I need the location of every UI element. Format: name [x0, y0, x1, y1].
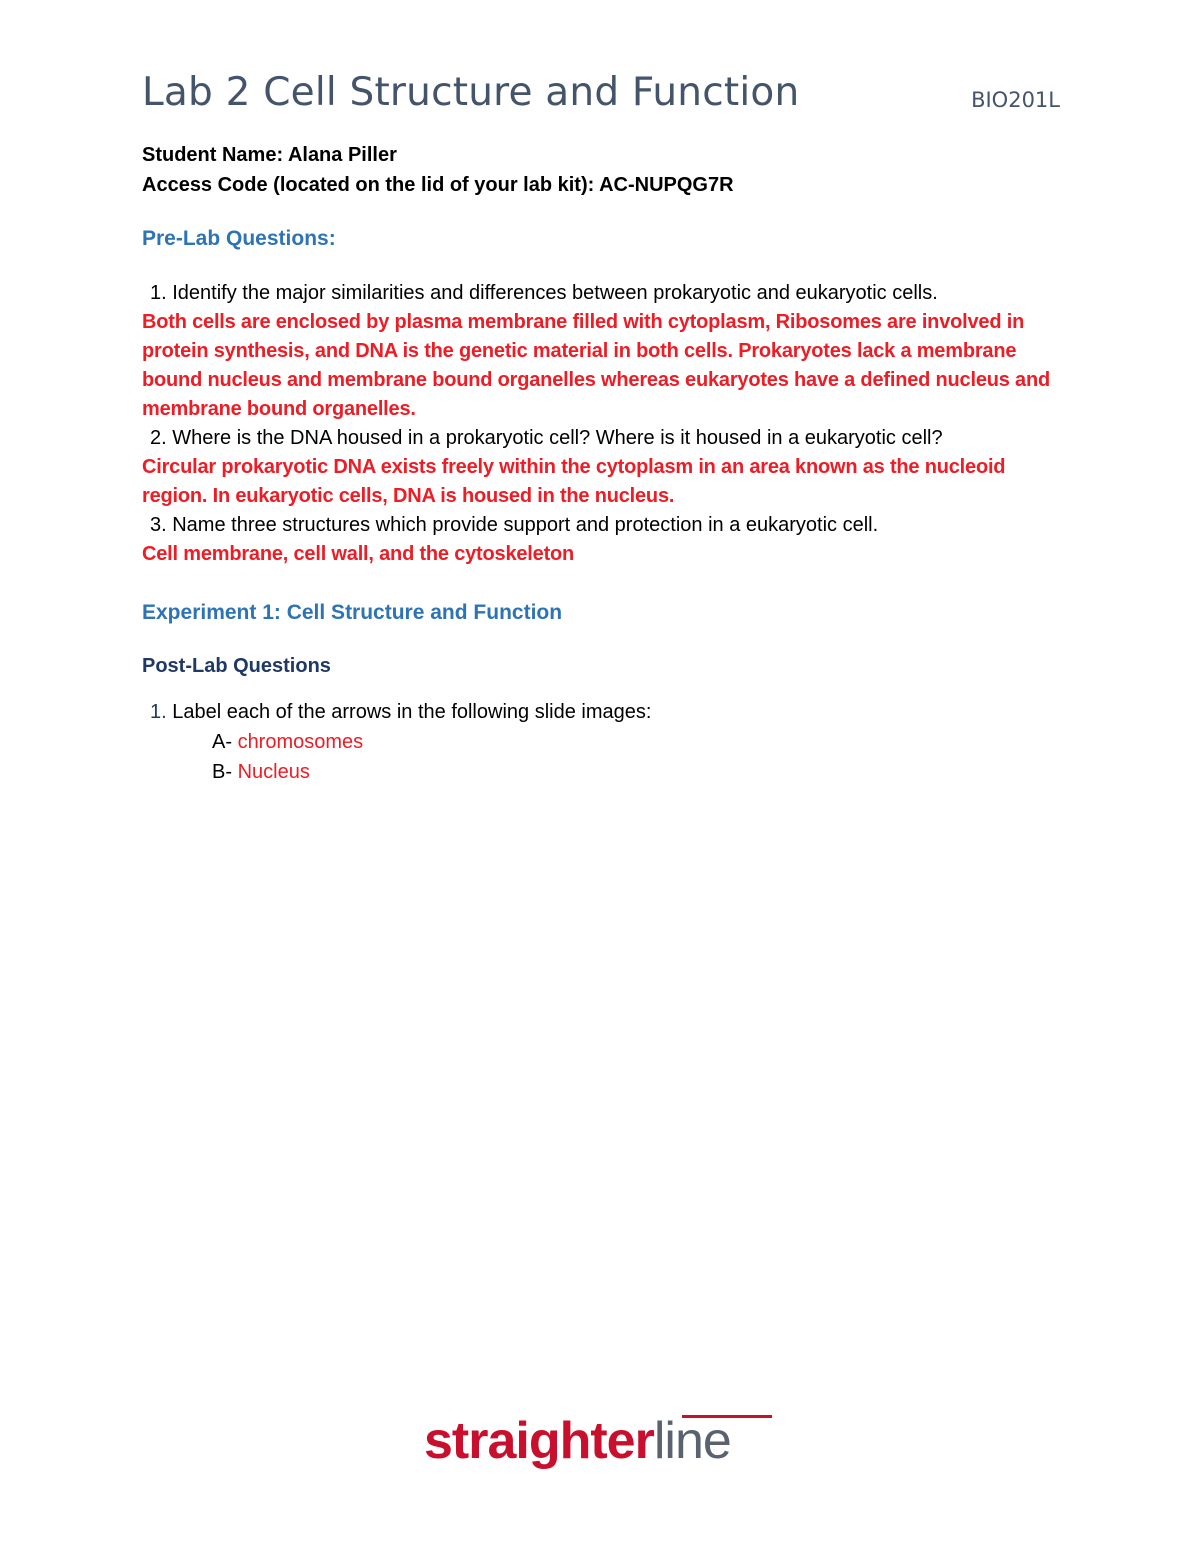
logo-wordmark: [424, 1411, 731, 1471]
prelab-question-2: 2. Where is the DNA housed in a prokaryotic cell? Where is it housed in a eukaryotic cell?: [150, 427, 943, 449]
arrow-label-b: [212, 757, 1060, 787]
arrow-label-answer: Nucleus: [237, 761, 310, 783]
experiment-heading: Experiment 1: Cell Structure and Function: [142, 601, 563, 624]
prelab-answer-2: Circular prokaryotic DNA exists freely within the cytoplasm in an area known as the nucleoid region. In eukaryotic cells, DNA is housed in the nucleus.: [142, 456, 1006, 507]
postlab-question-text: Label each of the arrows in the following slide images:: [172, 701, 652, 723]
arrow-label-letter: B-: [212, 761, 232, 783]
access-code: Access Code (located on the lid of your lab kit): AC-NUPQG7R: [142, 174, 734, 196]
prelab-answer-1: Both cells are enclosed by plasma membrane filled with cytoplasm, Ribosomes are involved in protein synthesis, and DNA is the genetic material in both cells. Prokaryotes lack a membrane bound nucleus and membrane bound organelles whereas eukaryotes have a defined nucleus and membrane bound organelles.: [142, 311, 1050, 420]
student-name: Student Name: Alana Piller: [142, 144, 397, 166]
arrow-label-answer: chromosomes: [237, 731, 364, 753]
prelab-question-1: 1. Identify the major similarities and differences between prokaryotic and eukaryotic cells.: [150, 282, 938, 304]
prelab-answer-3: Cell membrane, cell wall, and the cytoskeleton: [142, 543, 575, 565]
document-title: Lab 2 Cell Structure and Function: [142, 70, 800, 115]
prelab-heading: Pre-Lab Questions:: [142, 227, 336, 250]
arrow-label-a: [212, 727, 1060, 757]
document-header: [142, 70, 1060, 130]
course-code: BIO201L: [971, 88, 1060, 112]
logo-wordmark-light: line: [653, 1412, 731, 1470]
straighterline-logo: [424, 1405, 784, 1485]
document-body: [142, 140, 1060, 787]
arrow-label-letter: A-: [212, 731, 232, 753]
arrow-labels: [142, 727, 1060, 787]
prelab-questions: [142, 279, 1060, 569]
logo-wordmark-strong: straighter: [424, 1412, 654, 1470]
postlab-heading: Post-Lab Questions: [142, 655, 331, 677]
postlab-question-1: [142, 698, 1060, 727]
prelab-question-3: 3. Name three structures which provide support and protection in a eukaryotic cell.: [150, 514, 879, 536]
postlab-question-number: 1.: [150, 701, 167, 723]
